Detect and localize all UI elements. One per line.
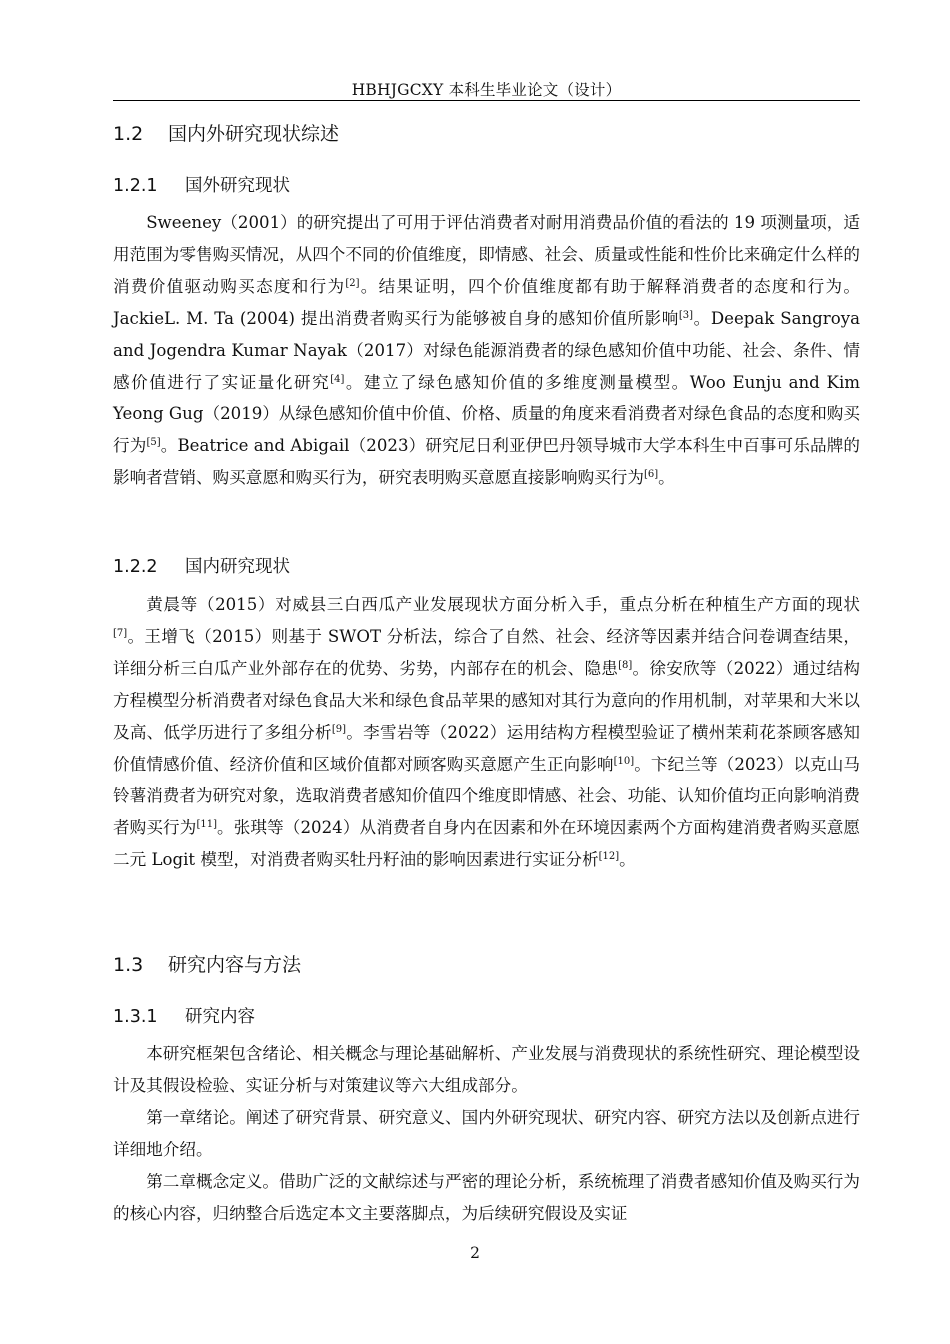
section-title: 研究内容 [185, 1007, 255, 1027]
section-heading-1-2 [113, 119, 339, 146]
citation: [11] [196, 819, 217, 831]
section-title: 国外研究现状 [185, 176, 290, 196]
section-heading-1-2-1 [113, 172, 290, 197]
text-run: 。卞纪兰等（2023）以克山马铃薯消费者为研究对象，选取消费者感知价值四个维度即情感、社会、功能、认知价值均正向影响消费者购买行为 [113, 754, 860, 838]
citation: [3] [678, 309, 694, 321]
section-title: 研究内容与方法 [168, 954, 302, 976]
citation: [10] [613, 755, 635, 767]
citation: [7] [113, 627, 128, 639]
section-number: 1.2.2 [113, 557, 158, 577]
section-number: 1.2 [113, 123, 144, 145]
paragraph-domestic-research [113, 589, 860, 876]
citation: [8] [618, 659, 633, 671]
citation: [6] [644, 469, 659, 481]
text-run: 。Deepak Sangroya and Jogendra Kumar Nayak（2017）对绿色能源消费者的绿色感知价值中功能、社会、条件、情感价值进行了实证量化研究 [113, 308, 860, 392]
text-run: 。李雪岩等（2022）运用结构方程模型验证了横州茉莉花茶顾客感知价值情感价值、经济价值和区域价值都对顾客购买意愿产生正向影响 [113, 722, 860, 774]
paragraph-foreign-research [113, 207, 860, 494]
section-number: 1.3 [113, 954, 144, 976]
section-heading-1-2-2 [113, 553, 290, 578]
section-heading-1-3-1 [113, 1003, 255, 1028]
text-run: 黄晨等（2015）对威县三白西瓜产业发展现状方面分析入手，重点分析在种植生产方面的现状 [146, 595, 860, 614]
text-run: 。张琪等（2024）从消费者自身内在因素和外在环境因素两个方面构建消费者购买意愿二元 Logit 模型，对消费者购买牡丹籽油的影响因素进行实证分析 [113, 818, 860, 870]
section-title: 国内研究现状 [185, 557, 290, 577]
text-run: 。徐安欣等（2022）通过结构方程模型分析消费者对绿色食品大米和绿色食品苹果的感知对其行为意向的作用机制，对苹果和大米以及高、低学历进行了多组分析 [113, 658, 861, 742]
citation: [12] [598, 851, 620, 863]
paragraph-research-framework: 本研究框架包含绪论、相关概念与理论基础解析、产业发展与消费现状的系统性研究、理论模型设计及其假设检验、实证分析与对策建议等六大组成部分。 [113, 1044, 860, 1095]
text-run: Sweeney（2001）的研究提出了可用于评估消费者对耐用消费品价值的看法的 19 项测量项，适用范围为零售购买情况，从四个不同的价值维度，即情感、社会、质量或性能和性价比来确定什么样的消费价值驱动购买态度和行为 [113, 213, 860, 296]
text-run: 。Beatrice and Abigail（2023）研究尼日利亚伊巴丹领导城市大学本科生中百事可乐品牌的影响者营销、购买意愿和购买行为，研究表明购买意愿直接影响购买行为 [113, 436, 861, 488]
text-run: 。 [658, 468, 675, 488]
citation: [5] [146, 437, 161, 449]
section-title: 国内外研究现状综述 [168, 123, 340, 145]
page-number: 2 [470, 1244, 480, 1262]
paragraph-chapter-one: 第一章绪论。阐述了研究背景、研究意义、国内外研究现状、研究内容、研究方法以及创新点进行详细地介绍。 [113, 1108, 860, 1159]
text-run: 。 [619, 850, 636, 870]
citation: [9] [331, 723, 347, 735]
text-run: 。建立了绿色感知价值的多维度测量模型。Woo Eunju and Kim Yeong Gug（2019）从绿色感知价值中价值、价格、质量的角度来看消费者对绿色食品的态度和购买行为 [113, 372, 860, 456]
text-run: 。王增飞（2015）则基于 SWOT 分析法，综合了自然、社会、经济等因素并结合问卷调查结果，详细分析三白瓜产业外部存在的优势、劣势，内部存在的机会、隐患 [113, 626, 860, 678]
citation: [4] [330, 373, 345, 385]
citation: [2] [345, 277, 360, 289]
section-number: 1.3.1 [113, 1007, 158, 1027]
section-number: 1.2.1 [113, 176, 158, 196]
header-title: HBHJGCXY 本科生毕业论文（设计） [351, 81, 622, 99]
paragraph-chapter-two: 第二章概念定义。借助广泛的文献综述与严密的理论分析，系统梳理了消费者感知价值及购买行为的核心内容，归纳整合后选定本文主要落脚点，为后续研究假设及实证 [113, 1172, 860, 1223]
section-heading-1-3 [113, 950, 301, 977]
text-run: 。结果证明，四个价值维度都有助于解释消费者的态度和行为。JackieL. M. Ta (2004) 提出消费者购买行为能够被自身的感知价值所影响 [113, 276, 860, 328]
page-header [113, 70, 860, 101]
